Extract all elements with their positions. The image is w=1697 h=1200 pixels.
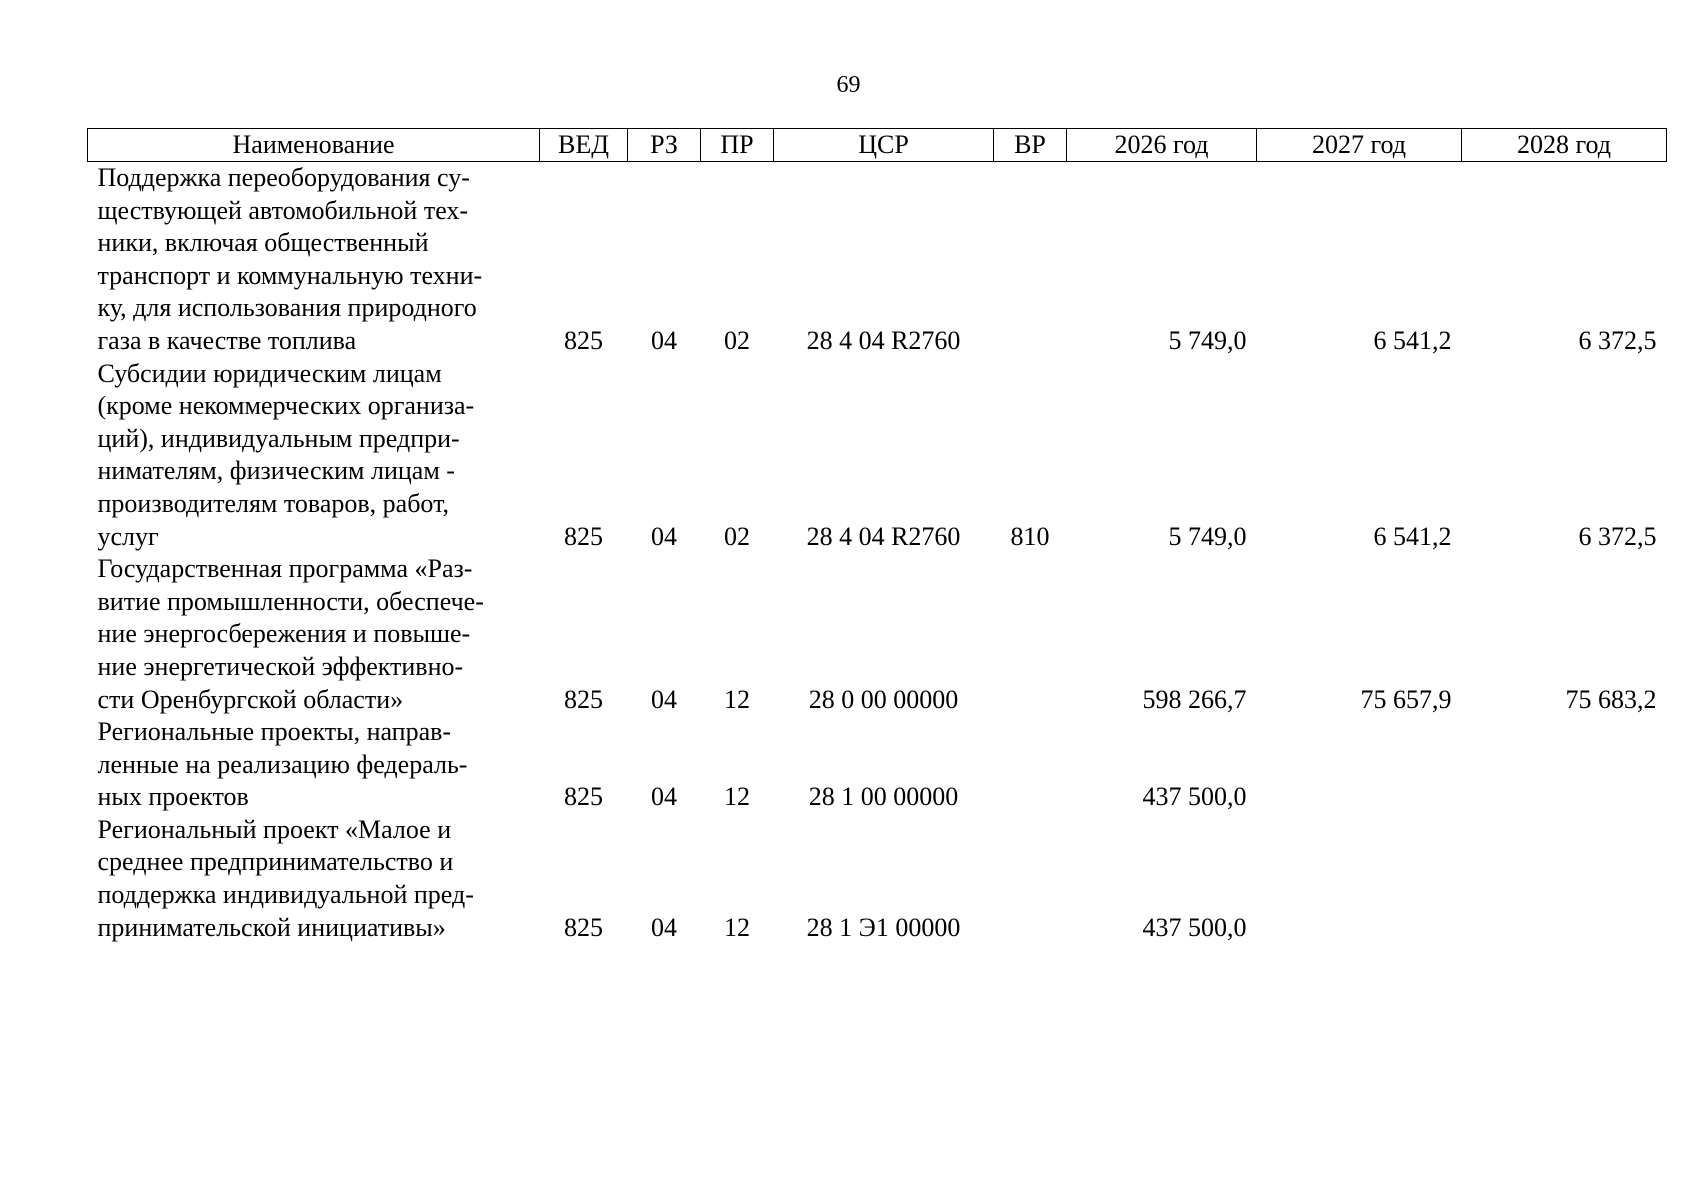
row-csr: 28 1 00 00000 bbox=[808, 782, 959, 812]
row-name-cell bbox=[88, 553, 540, 716]
row-2026: 5 749,0 bbox=[1168, 521, 1247, 551]
row-2027: 6 541,2 bbox=[1373, 325, 1452, 355]
header-csr: ЦСР bbox=[774, 129, 994, 162]
row-ved: 825 bbox=[564, 912, 603, 942]
row-2028 bbox=[1462, 716, 1667, 814]
header-vr: ВР bbox=[994, 129, 1067, 162]
row-pr: 12 bbox=[724, 684, 750, 714]
row-2026: 437 500,0 bbox=[1142, 782, 1247, 812]
row-csr: 28 1 Э1 00000 bbox=[806, 912, 961, 942]
row-name-line: Региональный проект «Малое и bbox=[97, 814, 452, 844]
row-name-line: газа в качестве топлива bbox=[97, 325, 357, 355]
row-csr: 28 0 00 00000 bbox=[808, 684, 959, 714]
table-row bbox=[88, 814, 1667, 944]
table-row bbox=[88, 162, 1667, 358]
row-pr: 02 bbox=[724, 325, 750, 355]
row-name-cell bbox=[88, 716, 540, 814]
row-name-line: поддержка индивидуальной пред- bbox=[97, 880, 474, 910]
row-name-line: ществующей автомобильной тех- bbox=[97, 195, 469, 225]
header-name: Наименование bbox=[88, 129, 540, 162]
row-2027 bbox=[1257, 716, 1462, 814]
row-2028: 75 683,2 bbox=[1565, 684, 1657, 714]
row-name-cell bbox=[88, 358, 540, 554]
row-csr: 28 4 04 R2760 bbox=[806, 325, 961, 355]
budget-table bbox=[87, 128, 1667, 944]
row-name-line: (кроме некоммерческих организа- bbox=[97, 391, 475, 421]
row-vr bbox=[994, 162, 1067, 358]
row-name-line: принимательской инициативы» bbox=[97, 912, 446, 942]
row-vr bbox=[994, 814, 1067, 944]
row-name-line: ние энергетической эффективно- bbox=[97, 651, 464, 681]
row-name-line: ленные на реализацию федераль- bbox=[97, 749, 468, 779]
row-name-line: услуг bbox=[97, 521, 159, 551]
row-2028 bbox=[1462, 814, 1667, 944]
row-name-line: ники, включая общественный bbox=[97, 228, 429, 258]
row-name-line: транспорт и коммунальную техни- bbox=[97, 260, 483, 290]
row-name-line: ние энергосбережения и повыше- bbox=[97, 619, 471, 649]
header-2027: 2027 год bbox=[1257, 129, 1462, 162]
page-number: 69 bbox=[836, 72, 861, 98]
table-header-row bbox=[88, 129, 1667, 162]
row-name-line: ций), индивидуальным предпри- bbox=[97, 423, 460, 453]
row-ved: 825 bbox=[564, 782, 603, 812]
row-rz: 04 bbox=[651, 521, 677, 551]
row-2028: 6 372,5 bbox=[1578, 325, 1657, 355]
row-pr: 02 bbox=[724, 521, 750, 551]
row-name-line: Поддержка переоборудования су- bbox=[97, 163, 470, 192]
header-2026: 2026 год bbox=[1067, 129, 1257, 162]
table-row bbox=[88, 716, 1667, 814]
table-row bbox=[88, 358, 1667, 554]
row-2027: 6 541,2 bbox=[1373, 521, 1452, 551]
row-2026: 598 266,7 bbox=[1142, 684, 1247, 714]
header-2028: 2028 год bbox=[1462, 129, 1667, 162]
row-ved: 825 bbox=[564, 521, 603, 551]
row-vr bbox=[994, 553, 1067, 716]
row-name-line: ных проектов bbox=[97, 782, 249, 812]
row-name-line: среднее предпринимательство и bbox=[97, 847, 454, 877]
row-rz: 04 bbox=[651, 782, 677, 812]
row-rz: 04 bbox=[651, 684, 677, 714]
row-name-line: нимателям, физическим лицам - bbox=[97, 456, 455, 486]
row-name-cell bbox=[88, 162, 540, 358]
row-name-line: Субсидии юридическим лицам bbox=[97, 358, 442, 388]
row-ved: 825 bbox=[564, 325, 603, 355]
row-rz: 04 bbox=[651, 325, 677, 355]
row-name-line: витие промышленности, обеспече- bbox=[97, 586, 484, 616]
row-vr: 810 bbox=[1010, 521, 1050, 551]
row-name-line: ку, для использования природного bbox=[97, 293, 477, 323]
row-name-line: Государственная программа «Раз- bbox=[97, 554, 473, 584]
row-name-cell bbox=[88, 814, 540, 944]
row-2026: 437 500,0 bbox=[1142, 912, 1247, 942]
header-rz: РЗ bbox=[628, 129, 701, 162]
header-pr: ПР bbox=[701, 129, 774, 162]
row-2026: 5 749,0 bbox=[1168, 325, 1247, 355]
row-2027 bbox=[1257, 814, 1462, 944]
row-vr bbox=[994, 716, 1067, 814]
table-row bbox=[88, 553, 1667, 716]
row-name-line: сти Оренбургской области» bbox=[97, 684, 404, 714]
row-rz: 04 bbox=[651, 912, 677, 942]
header-ved: ВЕД bbox=[540, 129, 628, 162]
row-name-line: производителям товаров, работ, bbox=[97, 488, 449, 518]
row-name-line: Региональные проекты, направ- bbox=[97, 717, 452, 747]
row-2027: 75 657,9 bbox=[1360, 684, 1452, 714]
row-csr: 28 4 04 R2760 bbox=[806, 521, 961, 551]
row-pr: 12 bbox=[724, 912, 750, 942]
row-2028: 6 372,5 bbox=[1578, 521, 1657, 551]
row-ved: 825 bbox=[564, 684, 603, 714]
row-pr: 12 bbox=[724, 782, 750, 812]
